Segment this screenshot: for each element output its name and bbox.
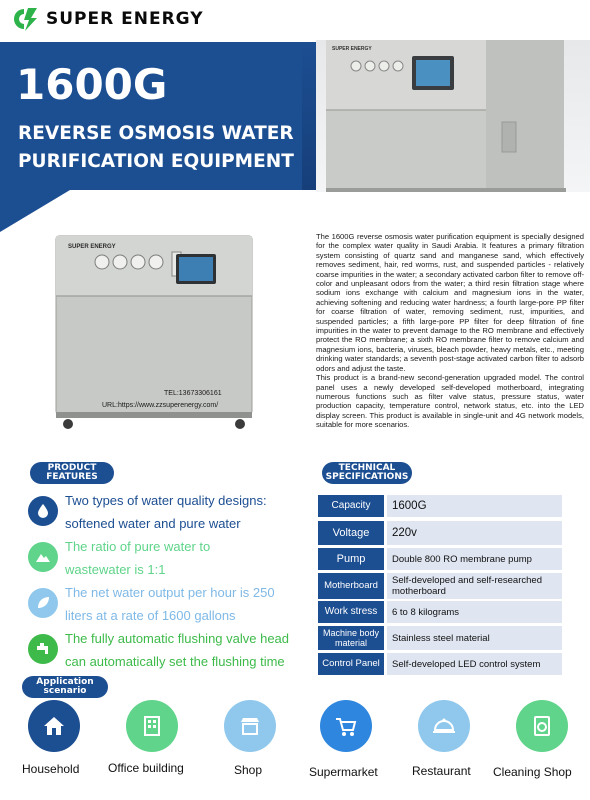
feature-icon-4 (28, 634, 58, 664)
spec-key: Capacity (318, 495, 384, 517)
spec-key: Voltage (318, 521, 384, 545)
scenario-circle (320, 700, 372, 752)
product-description: The 1600G reverse osmosis water purification equipment is specially designed for the complex water quality in Saudi Arabia. It features a primary filtration system consisting of quartz sand and manganese sand, which effectively removes sediment, hair, red worms, rust, and suspended particles - relatively coarse impurities in the water; a secondary activated carbon filter to remove off-color and unpleasant odors from the water; a third resin filtration stage where sodium ions exchange with calcium and magnesium ions in the water, achieving softening and reducing water hardness; a fourth large-pore PP filter for coarse filtration of water, removing sediment, rust, impurities, and suspended particles; a fifth large-pore PP filter for deep filtration of fine impurities in the water to prevent damage to the RO membrane and effectively protect the RO membrane; a sixth RO membrane filter to remove calcium and magnesium ions, bacteria, viruses, bleach powder, heavy metals, etc., meeting drinking water standards; a seventh post-stage activated carbon filter to adsorb odors and adjust the taste. This product is a brand-new second-generation upgraded model. The control panel uses a newly developed self-developed motherboard, integrating numerous functions such as filter valve status, pressure status, water production capacity, temperature control, network status, etc. into the LED display screen. This product is available in single-unit and 4G network models, suitable for more scenarios. (316, 232, 584, 430)
scenario-label-cleaning-shop: Cleaning Shop (493, 765, 572, 779)
spec-value: Self-developed and self-researched motherboard (387, 573, 562, 599)
machine-photo-top (316, 40, 590, 192)
scenario-label-office: Office building (108, 761, 184, 775)
feature-3-line2: liters at a rate of 1600 gallons (65, 608, 236, 623)
spec-row-capacity (318, 495, 562, 517)
spec-row-pump (318, 548, 562, 570)
scenario-label-supermarket: Supermarket (309, 765, 378, 779)
super-energy-logo-icon (10, 6, 40, 32)
machine-top-brand-mark: SUPER ENERGY (332, 46, 372, 52)
machine-phone: TEL:13673306161 (164, 390, 222, 397)
shop-icon (236, 712, 264, 740)
feature-4-line2: can automatically set the flushing time (65, 654, 285, 669)
features-heading-line1: PRODUCT (47, 463, 97, 473)
scenario-label-restaurant: Restaurant (412, 764, 471, 778)
scenario-household (14, 700, 94, 752)
office-building-icon (138, 712, 166, 740)
brand-logo (10, 4, 230, 34)
spec-key: Motherboard (318, 573, 384, 599)
faucet-icon (34, 640, 52, 658)
scenario-cleaning-shop (502, 700, 582, 752)
spec-key: Pump (318, 548, 384, 570)
spec-row-voltage (318, 521, 562, 545)
house-icon (40, 712, 68, 740)
scenario-supermarket (306, 700, 386, 752)
mountain-icon (34, 548, 52, 566)
spec-key: Work stress (318, 601, 384, 623)
features-heading-line2: FEATURES (46, 472, 98, 482)
scenario-restaurant (404, 700, 484, 752)
spec-row-motherboard (318, 573, 562, 599)
feature-1 (65, 489, 320, 535)
feature-3-line1: The net water output per hour is 250 (65, 585, 275, 600)
scenarios-heading-line1: Application (36, 677, 94, 687)
feature-icon-2 (28, 542, 58, 572)
feature-1-line2: softened water and pure water (65, 516, 241, 531)
feature-icon-3 (28, 588, 58, 618)
spec-value: Stainless steel material (387, 626, 562, 650)
water-drop-icon (34, 502, 52, 520)
hero-corner (0, 190, 70, 232)
spec-value: 220v (387, 521, 562, 545)
scenario-circle (126, 700, 178, 752)
spec-key: Control Panel (318, 653, 384, 675)
spec-row-work-stress (318, 601, 562, 623)
specs-heading-line2: SPECIFICATIONS (325, 472, 409, 482)
scenario-label-shop: Shop (234, 763, 263, 777)
feature-3 (65, 581, 320, 627)
machine-photo-front (50, 232, 260, 430)
machine-brand-mark: SUPER ENERGY (68, 244, 116, 250)
feature-4-line1: The fully automatic flushing valve head (65, 631, 290, 646)
scenario-shop (210, 700, 290, 752)
product-model: 1600G (16, 60, 168, 109)
spec-value: Self-developed LED control system (387, 653, 562, 675)
scenario-circle (516, 700, 568, 752)
feature-2-line2: wastewater is 1:1 (65, 562, 166, 577)
spec-key: Machine body material (318, 626, 384, 650)
spec-row-control-panel (318, 653, 562, 675)
specs-heading-line1: TECHNICAL (338, 463, 396, 473)
feature-1-line1: Two types of water quality designs: (65, 493, 267, 508)
scenarios-heading-line2: scenario (43, 686, 87, 696)
spec-value: Double 800 RO membrane pump (387, 548, 562, 570)
feature-icon-1 (28, 496, 58, 526)
brand-name: SUPER ENERGY (46, 9, 204, 29)
cloche-icon (430, 712, 458, 740)
machine-website: URL:https://www.zzsuperenergy.com/ (102, 402, 219, 409)
specs-heading (322, 462, 412, 484)
feature-2-line1: The ratio of pure water to (65, 539, 211, 554)
scenario-circle (418, 700, 470, 752)
scenario-circle (224, 700, 276, 752)
shopping-cart-icon (332, 712, 360, 740)
washing-machine-icon (528, 712, 556, 740)
product-title-line2: PURIFICATION EQUIPMENT (18, 151, 294, 172)
product-title-line1: REVERSE OSMOSIS WATER (18, 123, 294, 144)
spec-row-body-material (318, 626, 562, 650)
scenario-circle (28, 700, 80, 752)
spec-value: 1600G (387, 495, 562, 517)
feature-2 (65, 535, 320, 581)
scenarios-heading (22, 676, 108, 698)
product-title (18, 120, 308, 176)
spec-value: 6 to 8 kilograms (387, 601, 562, 623)
features-heading (30, 462, 114, 484)
scenario-office (112, 700, 192, 752)
scenario-label-household: Household (22, 762, 80, 776)
leaf-icon (34, 594, 52, 612)
feature-4 (65, 627, 320, 673)
